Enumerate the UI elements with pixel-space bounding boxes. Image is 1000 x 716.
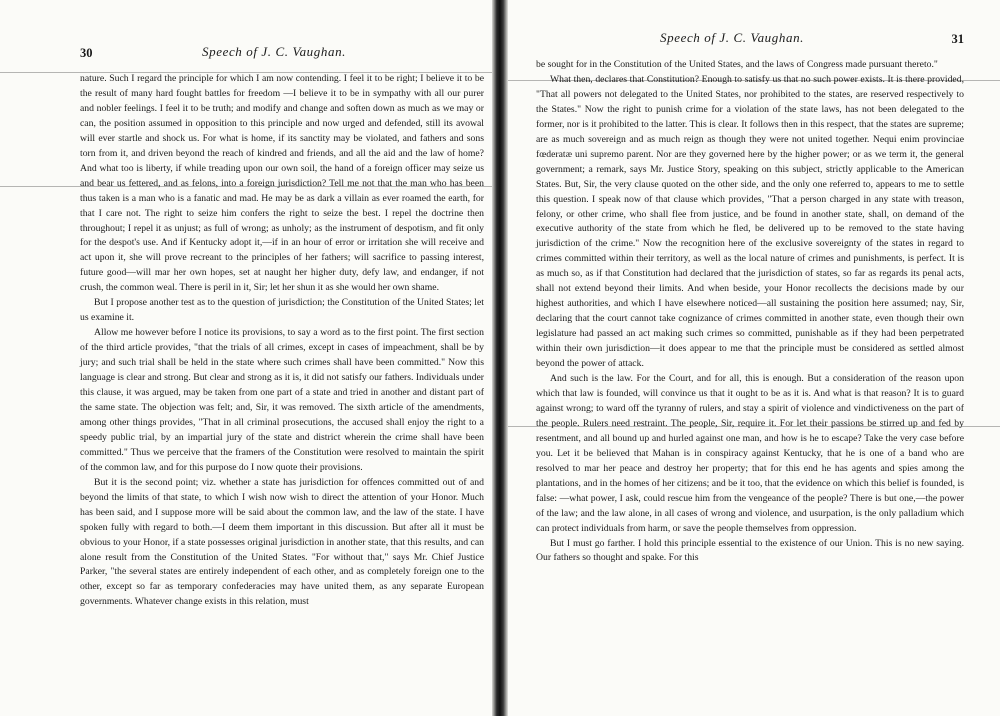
paragraph: But it is the second point; viz. whether a state has jurisdiction for offences committed out of and beyond the limits of that state, to which I wish now wish to direct the attention of your Honor. Much has been said, and I suppose more will be said about the common law, and the law of the state. I have spoken fully with regard to both.—I deem them important in this discussion. But after all it must be obvious to your Honor, if a state possesses original jurisdiction in another state, that this results, and can alone result from the Constitution of the United States. "For without that," says Mr. Chief Justice Parker, "the several states are entirely independent of each other, and as completely foreign one to the other, except so far as temporary confederacies may have united them, as any separate European governments. Whatever change exists in this relation, must: [80, 476, 484, 608]
book-gutter: [492, 0, 508, 716]
running-head: Speech of J. C. Vaughan.: [660, 30, 805, 45]
left-page: [0, 0, 492, 716]
left-page-header: [80, 44, 484, 66]
scan-artifact-line: [0, 186, 492, 187]
right-page: [508, 0, 1000, 716]
scan-artifact-line: [508, 426, 1000, 427]
page-number: 31: [951, 32, 964, 46]
paragraph: But I must go farther. I hold this principle essential to the existence of our Union. This is no new saying. Our fathers so thought and spake. For this: [536, 537, 964, 564]
running-head: Speech of J. C. Vaughan.: [202, 44, 347, 59]
paragraph: What then, declares that Constitution? Enough to satisfy us that no such power exists. It is there provided, "That all powers not delegated to the United States, nor prohibited to the states, are reserved respectively to the States." Now the right to punish crime for a violation of the state laws, has not been delegated to the former, nor is it prohibited to the latter. This is clear. It follows then in this respect, that the states are supreme; are as much sovereign and as much reign as though they were not united together. Nequi enim provinciae fœderatæ uni supremo parent. Nor are they governed here by the higher power; or as we term it, the general government; a remark, says Mr. Justice Story, speaking on this subject, strictly applicable to the American States. But, Sir, the very clause quoted on the other side, and the only one referred to, appears to me to settle this question. I speak now of that clause which provides, "That a person charged in any state with treason, felony, or other crime, who shall flee from justice, and be found in another state, shall, on demand of the executive authority of the state from which he fled, be delivered up to be removed to the state having jurisdiction of the crime." Now the recognition here of the exclusive sovereignty of the states in regard to crimes committed within their territory, as well as the local nature of crimes and punishments, is perfect. It is as much so, as if that Constitution had declared that the jurisdiction of states, so far as regards its penal acts, shall not extend beyond their limits. And when beside, your Honor recollects the decisions made by our highest authorities, and which I have elsewhere noticed—all sustaining the position here assumed; nay, Sir, declaring that the court cannot take cognizance of crimes committed in another state, even though their own legislature had passed an act making such crimes so committed, punishable as if they had been perpetrated within their own jurisdiction—it does appear to me that the principle must be considered as settled almost beyond the power of attack.: [536, 73, 964, 370]
paragraph: Allow me however before I notice its provisions, to say a word as to the first point. The first section of the third article provides, "that the trials of all crimes, except in cases of impeachment, shall be by jury; and such trial shall be held in the state where such crimes shall have been committed." Now this language is clear and strong. But clear and strong as it is, it did not satisfy our fathers. Individuals under this clause, it was argued, may be taken from one part of a state and tried in another and distant part of the same state. The objection was felt; and, Sir, it was removed. The sixth article of the amendments, among other things provides, "That in all criminal prosecutions, the accused shall enjoy the right to a speedy public trial, by an impartial jury of the state and district wherein the crime shall have been committed." Thus we perceive that the framers of the Constitution were resolved to maintain the spirit of the common law, and for this purpose do I now quote their provisions.: [80, 327, 484, 473]
right-page-header: [536, 30, 964, 52]
scan-artifact-line: [508, 80, 1000, 81]
paragraph: nature. Such I regard the principle for which I am now contending. I feel it to be right; I believe it to be the result of many hard fought battles for freedom —I believe it to be in sympathy with all our purer and nobler feelings. I feel it to be truth; and modify and change and soften down as much as we may or can, the position assumed in opposition to this principle and now urged and defended, still its avowal will ever startle and shock us. For what is home, if its sanctity may be violated, and fathers and sons torn from it, and driven beyond the reach of kindred and friends, and all the aid and the law of home? And what too is liberty, if while treading upon our own soil, the hand of a foreign officer may seize us and bear us fettered, and as felons, into a foreign jurisdiction? Tell me not that the man who has been thus taken is a man who is a fanatic and mad. He may be as dark a villain as ever roamed the earth, for that I care not. The right to seize him confers the right to seize the best. I repel the doctrine then throughout; I repel it as unjust; as full of wrong; as unholy; as the instrument of despotism, and fit only for the despot's use. And if Kentucky adopt it,—if in an hour of error or irritation she will receive and act upon it, she will prove recreant to the principles of her fathers; will sacrifice to passing interest, future good—will mar her own hopes, set at naught her higher duty, defy law, and endanger, if not crush, the common weal. There is peril in it, Sir; let her shun it as she would her own shame.: [80, 73, 484, 294]
right-page-body: [536, 58, 964, 566]
page-number: 30: [80, 46, 93, 60]
left-page-body: [80, 72, 484, 610]
paragraph: But I propose another test as to the question of jurisdiction; the Constitution of the United States; let us examine it.: [80, 297, 484, 324]
paragraph: And such is the law. For the Court, and for all, this is enough. But a consideration of the reason upon which that law is founded, will convince us that it ought to be as it is. And what is that reason? It is to guard against wrong; to ward off the tyranny of rulers, and stay a spirit of violence and vindictiveness on the part of the people. Rulers need restraint. The people, Sir, require it. For let their passions be stirred up and fed by resentment, and all bound up and hurled against one man, and how is he to escape? Take the very case before you. Let it be believed that Mahan is in conspiracy against Kentucky, that he is one of a band who are resolved to mar her peace and destroy her property; that for this end he has agents and spies among the plantations, and in the homes of her citizens; and be it too, that the evidence on which this belief is founded, is false: —what power, I ask, could rescue him from the vengeance of the people? There is but one,—the power of the law; and the law alone, in all cases of wrong and violence, and usurpation, is the only palladium which can protect individuals from harm, or save the people themselves from oppression.: [536, 373, 964, 534]
scan-artifact-line: [0, 72, 492, 73]
paragraph: be sought for in the Constitution of the United States, and the laws of Congress made pursuant thereto.": [536, 59, 938, 70]
